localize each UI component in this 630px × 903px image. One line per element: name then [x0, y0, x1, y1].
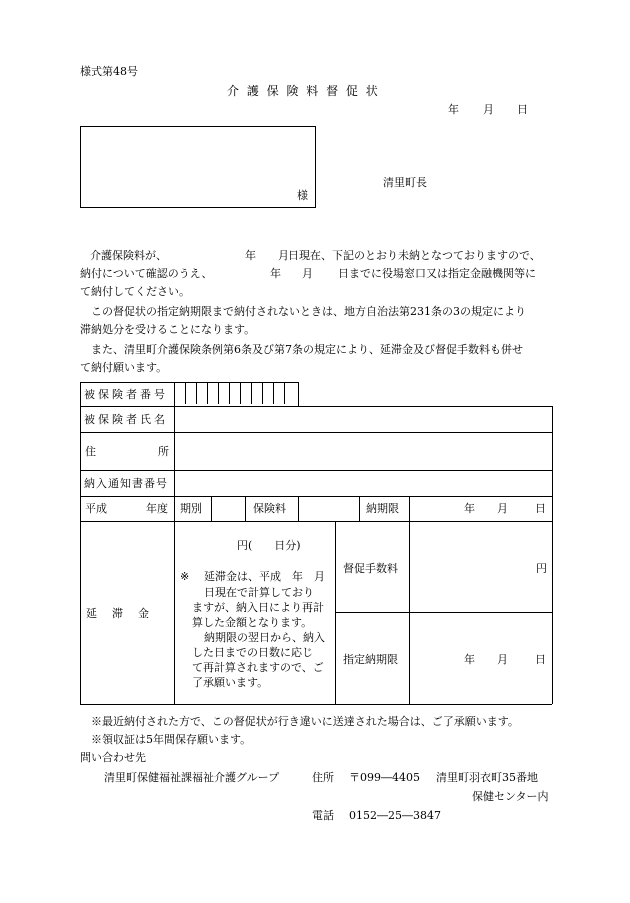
designated-due-year: 年	[464, 653, 475, 666]
insured-number-label: 被保険者番号	[84, 388, 168, 401]
form-number: 様式第48号	[80, 65, 138, 78]
body-paragraph-3-line-2: て納付願います。	[80, 361, 168, 374]
due-date-day: 日	[535, 502, 546, 515]
reminder-fee-unit: 円	[536, 562, 547, 575]
contact-building: 保健センター内	[472, 790, 549, 803]
body-paragraph-2-line-2: 滞納処分を受けることになります。	[80, 323, 256, 336]
issue-date-day: 日	[517, 103, 528, 116]
addressee-suffix: 様	[297, 189, 308, 202]
contact-postal: 〒099―4405	[349, 771, 420, 784]
notice-number-label: 納入通知書番号	[84, 477, 168, 490]
fiscal-year-label-b: 年度	[146, 502, 168, 515]
address-label-2: 所	[158, 445, 169, 458]
addressee-box[interactable]	[80, 126, 316, 208]
contact-phone: 0152―25―3847	[349, 809, 441, 822]
contact-phone-label: 電話	[312, 809, 334, 822]
fiscal-year-label-a: 平成	[85, 502, 107, 515]
issuer-name: 清里町長	[383, 176, 427, 189]
reminder-fee-label: 督促手数料	[343, 562, 398, 575]
due-date-month: 月	[497, 502, 508, 515]
address-label-1: 住	[85, 445, 96, 458]
due-date-year: 年	[464, 502, 475, 515]
contact-address-label: 住所	[312, 771, 334, 784]
body-paragraph-2-line-1: この督促状の指定納期限まで納付されないときは、地方自治法第231条の3の規定により	[91, 305, 526, 318]
contact-department: 清里町保健福祉課福祉介護グループ	[104, 771, 280, 784]
late-fee-label: 延 滞 金	[86, 607, 151, 620]
page-title: 介 護 保 険 料 督 促 状	[227, 84, 380, 98]
insured-name-label: 被保険者氏名	[84, 413, 168, 426]
body-paragraph-3-line-1: また、清里町介護保険条例第6条及び第7条の規定により、延滞金及び督促手数料も併せ	[91, 343, 523, 356]
note-2: ※領収証は5年間保存願います。	[91, 733, 252, 746]
designated-due-month: 月	[497, 653, 508, 666]
due-date-label: 納期限	[366, 502, 399, 515]
issue-date-month: 月	[483, 103, 494, 116]
designated-due-label: 指定納期限	[343, 653, 398, 666]
note-1: ※最近納付された方で、この督促状が行き違いに送達された場合は、ご了承願います。	[91, 715, 519, 728]
period-label: 期別	[180, 502, 202, 515]
late-fee-amount: 円( 日分)	[237, 539, 301, 552]
body-paragraph-1-line-3: て納付してください。	[80, 285, 190, 298]
contact-address: 清里町羽衣町35番地	[436, 771, 538, 784]
contact-heading: 問い合わせ先	[80, 751, 146, 764]
issue-date-year: 年	[448, 103, 459, 116]
designated-due-day: 日	[535, 653, 546, 666]
premium-label: 保険料	[253, 502, 286, 515]
